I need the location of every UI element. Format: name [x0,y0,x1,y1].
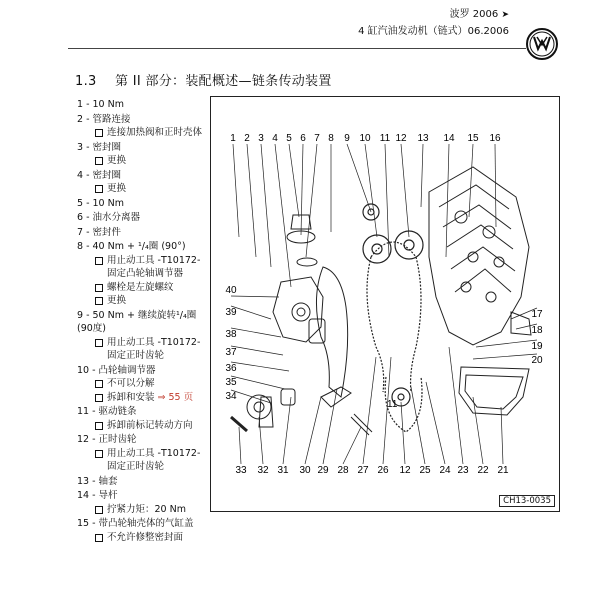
leader-line [365,144,377,237]
bottom-callouts [235,347,509,476]
list-item [77,517,209,544]
list-item-label: 9 - 50 Nm + 继续旋转¹/₄圈 (90度) [77,309,197,334]
list-item-label: 12 - 正时齿轮 [77,434,137,445]
checkbox-bullet-icon [95,380,103,388]
note-text: 拧紧力矩：20 Nm [107,503,186,515]
note-text: 不可以分解 [107,378,155,389]
callout-number: 28 [337,465,349,476]
timing-cover-drawing [231,215,372,435]
leader-line [501,407,503,464]
list-item-label: 2 - 管路连接 [77,113,131,125]
note-text: 不允许修整密封面 [107,531,184,543]
leader-line [401,144,409,237]
callout-number: 2 [244,133,250,144]
leader-line [446,144,449,257]
list-item [77,364,209,405]
leader-line [401,402,405,464]
callout-number: 14 [443,133,455,144]
leader-line [476,340,537,347]
right-callouts [473,308,543,366]
note-text: 螺栓是左旋螺纹 [107,281,174,293]
callout-number: 18 [531,325,543,336]
callout-number: 32 [257,465,269,476]
leader-line [283,397,291,464]
callout-number: 11 [379,133,391,144]
checkbox-bullet-icon [95,297,103,305]
checkbox-bullet-icon [95,284,103,292]
header-subtitle: 4 缸汽油发动机（链式）06.2006 [358,26,509,37]
callout-number: 30 [299,465,311,476]
checkbox-bullet-icon [95,157,103,165]
callout-number: 19 [531,341,543,352]
list-item [77,489,209,516]
callout-number: 31 [277,465,289,476]
list-item [77,141,209,168]
note-text: 用止动工具 -T10172-固定正时齿轮 [107,447,201,472]
list-item-note [77,294,209,308]
callout-number: 26 [377,465,389,476]
component-list [77,98,209,545]
list-item [77,169,209,196]
list-item [77,113,209,140]
checkbox-bullet-icon [95,394,103,402]
list-item [77,475,209,489]
note-text: 用止动工具 -T10172-固定正时齿轮 [107,336,201,361]
list-item-label: 1 - 10 Nm [77,99,124,110]
leader-line [289,144,299,217]
leader-line [231,296,279,297]
callout-number: 23 [457,465,469,476]
list-item-label: 3 - 密封圈 [77,141,122,153]
checkbox-bullet-icon [95,506,103,514]
section-heading [75,70,332,89]
leader-line [233,144,239,237]
list-item [77,433,209,474]
list-item-note [77,531,209,545]
checkbox-bullet-icon [95,339,103,347]
timing-chain-drawing [363,204,423,432]
leader-line [323,389,337,464]
leader-line [247,144,256,257]
callout-number: 8 [328,133,334,144]
note-text: 用止动工具 -T10172-固定凸轮轴调节器 [107,254,201,279]
next-arrow-icon[interactable]: ➤ [501,10,509,20]
chain-drive-assembly-diagram [210,96,560,512]
callout-number: 24 [439,465,451,476]
leader-line [449,347,463,464]
top-callouts [230,133,501,287]
list-item [77,197,209,211]
callout-number: 12 [399,465,411,476]
list-item-note [77,182,209,196]
list-item-label: 14 - 导杆 [77,490,118,501]
list-item [77,240,209,308]
callout-number: 12 [395,133,407,144]
engine-block-drawing [429,167,531,415]
diagram-drawing [211,97,559,511]
leader-line [383,357,391,464]
list-item-label: 10 - 凸轮轴调节器 [77,364,156,376]
callout-number: 29 [317,465,329,476]
leader-line [231,306,271,319]
figure-label: CH13-0035 [499,495,555,507]
list-item [77,211,209,225]
callout-number: 3 [258,133,264,144]
list-item-note [77,503,209,517]
leader-line [347,144,371,212]
list-item-note [77,126,209,140]
leader-line [343,427,361,464]
callout-number: 13 [417,133,429,144]
list-item [77,405,209,432]
list-item-label: 5 - 10 Nm [77,197,124,209]
list-item-label: 11 - 驱动链条 [77,406,137,417]
callout-number: 40 [225,285,237,296]
list-item-label: 15 - 带凸轮轴壳体的气缸盖 [77,518,194,529]
leader-line [495,144,496,227]
callout-number: 16 [489,133,501,144]
leader-line [231,376,285,389]
checkbox-bullet-icon [95,257,103,265]
list-item-label: 4 - 密封圈 [77,169,122,181]
checkbox-bullet-icon [95,129,103,137]
callout-number: 35 [225,377,237,388]
callout-number: 6 [300,133,306,144]
note-text: 更换 [107,155,127,166]
section-number: 1.3 [75,74,97,89]
leader-line [473,354,537,359]
list-item [77,309,209,363]
callout-number: 27 [357,465,369,476]
list-item-label: 13 - 轴套 [77,475,118,487]
callout-number: 10 [359,133,371,144]
callout-number: 36 [225,363,237,374]
callout-number: 7 [314,133,320,144]
note-text: 更换 [107,183,127,194]
header-title [450,8,509,22]
leader-line [469,144,473,217]
leader-line [426,382,445,464]
callout-number: 17 [531,309,543,320]
header-divider [68,48,526,49]
callout-number: 11 [387,399,398,410]
leader-line [363,357,376,464]
section-title: 第 II 部分：装配概述—链条传动装置 [115,74,332,89]
left-callouts [225,285,289,403]
list-item-note [77,336,209,363]
list-item-note [77,447,209,474]
leader-line [275,144,291,287]
callout-number: 38 [225,329,237,340]
callout-number: 22 [477,465,489,476]
callout-number: 33 [235,465,247,476]
callout-number: 21 [497,465,509,476]
list-item [77,226,209,240]
list-item [77,98,209,112]
leader-line [231,328,281,337]
callout-number: 37 [225,347,237,358]
manual-title: 波罗 2006 [449,9,499,20]
list-item-note [77,254,209,281]
vw-logo-icon [526,28,558,60]
list-item-note [77,391,209,405]
callout-number: 5 [286,133,292,144]
list-item-note [77,281,209,295]
callout-number: 34 [225,391,237,402]
callout-number: 39 [225,307,237,318]
list-item-label: 6 - 油水分离器 [77,212,141,223]
leader-line [231,346,283,355]
leader-line [421,144,423,207]
callout-number: 4 [272,133,278,144]
checkbox-bullet-icon [95,422,103,430]
leader-line [231,362,289,371]
leader-line [261,144,271,267]
leader-line [306,144,317,257]
callout-number: 9 [344,133,350,144]
list-item-label: 8 - 40 Nm + ¹/₄圈 (90°) [77,241,186,252]
list-item-note [77,419,209,433]
callout-number: 20 [531,355,543,366]
callout-number: 1 [230,133,236,144]
leader-line [239,427,241,464]
checkbox-bullet-icon [95,185,103,193]
callout-number: 15 [467,133,479,144]
list-item-note [77,154,209,168]
leader-line [301,144,303,235]
note-text: 连接加热阀和正时壳体 [107,127,203,138]
list-item-label: 7 - 密封件 [77,226,122,238]
checkbox-bullet-icon [95,534,103,542]
note-text: 拆卸前标记转动方向 [107,419,193,431]
callout-number: 25 [419,465,431,476]
leader-line [305,397,321,464]
page-reference-link[interactable]: ⇒ 55 页 [157,391,194,403]
note-text: 更换 [107,295,127,306]
note-text: 拆卸和安装 ⇒ 55 页 [107,391,194,403]
checkbox-bullet-icon [95,450,103,458]
list-item-note [77,377,209,391]
